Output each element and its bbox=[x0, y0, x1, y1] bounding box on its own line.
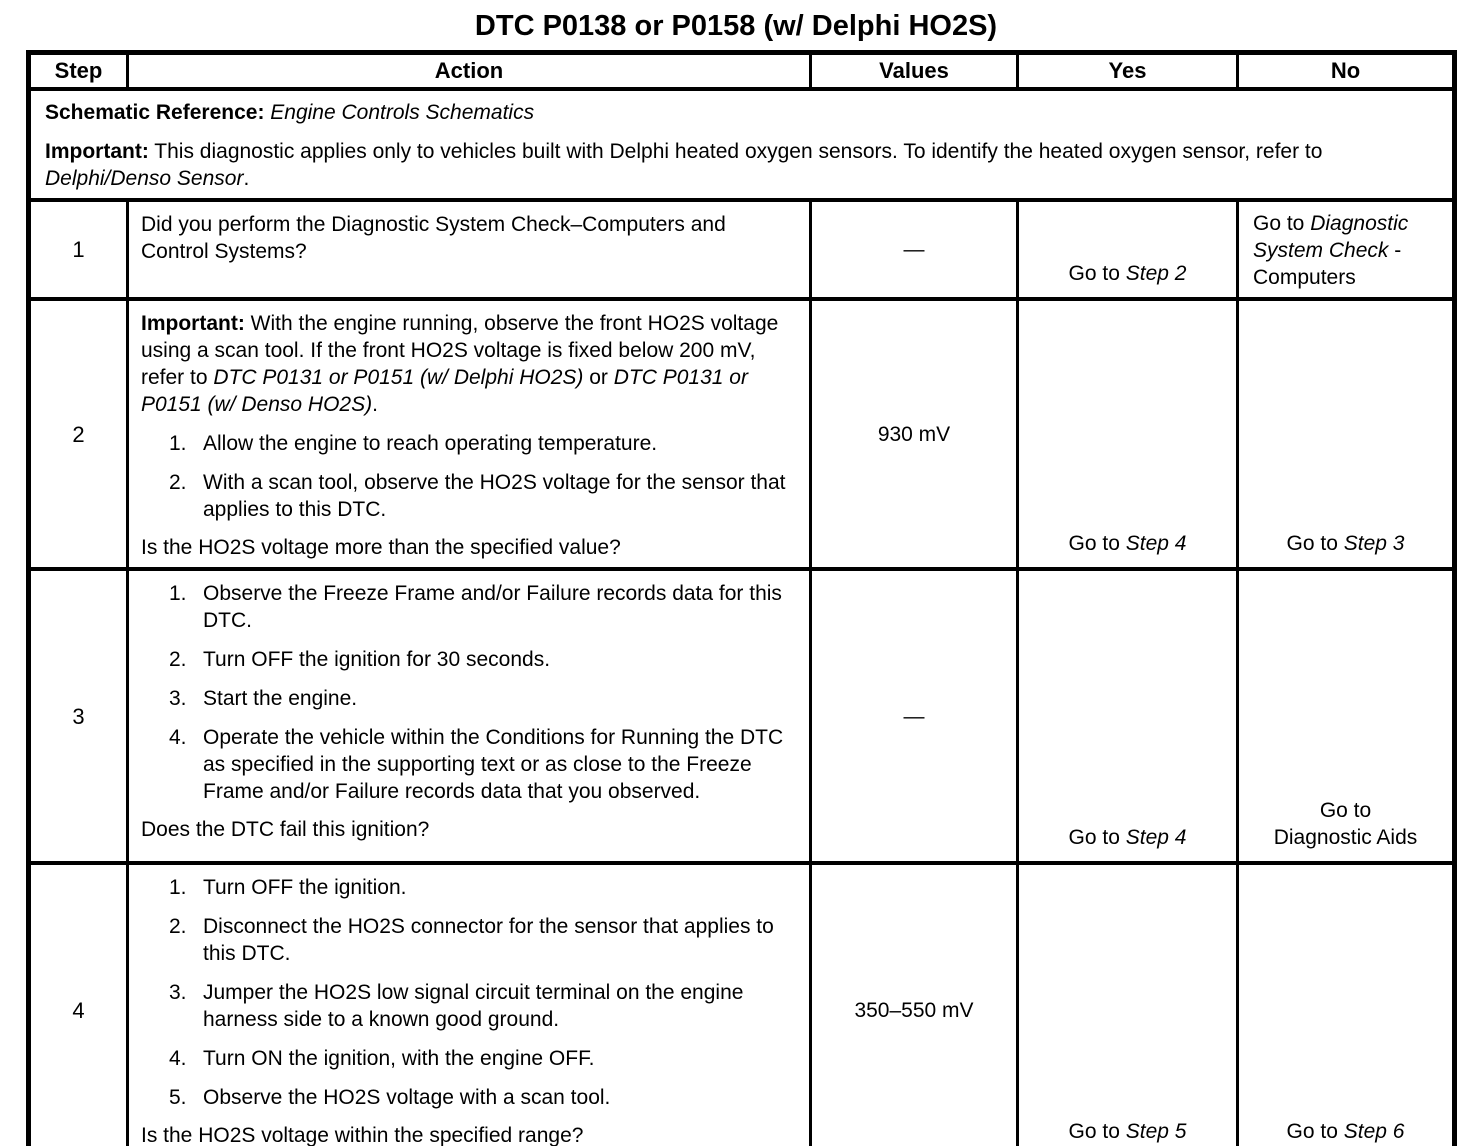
table-row bbox=[29, 863, 1455, 1146]
preamble-cell bbox=[29, 89, 1455, 200]
action-question: Is the HO2S voltage within the specified range? bbox=[141, 1124, 584, 1146]
no-cell bbox=[1238, 200, 1455, 299]
yes-cell bbox=[1018, 863, 1238, 1146]
list-number: 1. bbox=[169, 582, 187, 605]
important-reference: Delphi/Denso Sensor bbox=[45, 167, 244, 190]
list-item bbox=[169, 580, 795, 634]
list-text: Observe the Freeze Frame and/or Failure records data for this DTC. bbox=[203, 582, 782, 632]
list-item bbox=[169, 913, 795, 967]
preamble-row bbox=[29, 89, 1455, 200]
no-cell bbox=[1238, 299, 1455, 569]
action-cell bbox=[128, 569, 811, 863]
diagnostic-table bbox=[26, 50, 1457, 1146]
important-note bbox=[45, 138, 1438, 192]
list-item bbox=[169, 1045, 795, 1072]
list-item bbox=[169, 430, 795, 457]
list-item bbox=[169, 874, 795, 901]
important-label: Important: bbox=[141, 312, 245, 335]
header-values: Values bbox=[811, 53, 1018, 90]
action-question: Did you perform the Diagnostic System Check–Computers and Control Systems? bbox=[141, 213, 726, 263]
list-item bbox=[169, 685, 795, 712]
connector-text: or bbox=[583, 366, 614, 389]
list-number: 2. bbox=[169, 915, 187, 938]
dtc-reference: DTC P0131 or P0151 (w/ Delphi HO2S) bbox=[213, 366, 584, 389]
header-yes: Yes bbox=[1018, 53, 1238, 90]
sentence-end: . bbox=[372, 393, 378, 416]
values-cell: — bbox=[811, 569, 1018, 863]
list-number: 3. bbox=[169, 687, 187, 710]
list-text: Allow the engine to reach operating temperature. bbox=[203, 432, 658, 455]
list-number: 4. bbox=[169, 1047, 187, 1070]
no-cell bbox=[1238, 863, 1455, 1146]
list-text: Operate the vehicle within the Conditions for Running the DTC as specified in the supporting text or as close to the Freeze Frame and/or Failure records data that you observed. bbox=[203, 726, 784, 803]
step-number: 2 bbox=[29, 299, 128, 569]
list-text: Disconnect the HO2S connector for the sensor that applies to this DTC. bbox=[203, 915, 774, 965]
list-text: Start the engine. bbox=[203, 687, 358, 710]
goto-target: Step 3 bbox=[1343, 532, 1405, 555]
table-row bbox=[29, 569, 1455, 863]
action-question: Does the DTC fail this ignition? bbox=[141, 818, 430, 841]
dtc-reference: DTC P0131 or P0151 (w/ Denso HO2S) bbox=[141, 366, 748, 416]
list-text: Observe the HO2S voltage with a scan tool. bbox=[203, 1086, 611, 1109]
goto-target: Step 5 bbox=[1125, 1120, 1187, 1143]
list-item bbox=[169, 469, 795, 523]
goto-text: Go to bbox=[1068, 262, 1126, 285]
list-number: 5. bbox=[169, 1086, 187, 1109]
list-text: Turn OFF the ignition for 30 seconds. bbox=[203, 648, 551, 671]
list-item bbox=[169, 979, 795, 1033]
list-number: 4. bbox=[169, 726, 187, 749]
list-number: 1. bbox=[169, 432, 187, 455]
schematic-reference-label: Schematic Reference: bbox=[45, 101, 265, 124]
goto-target: Diagnostic System Check bbox=[1253, 212, 1409, 262]
header-row bbox=[29, 53, 1455, 90]
values-cell: 350–550 mV bbox=[811, 863, 1018, 1146]
header-no: No bbox=[1238, 53, 1455, 90]
goto-text: Go to bbox=[1253, 212, 1311, 235]
step-number: 4 bbox=[29, 863, 128, 1146]
goto-text: Go to bbox=[1286, 532, 1344, 555]
goto-target: Step 4 bbox=[1125, 532, 1187, 555]
yes-cell bbox=[1018, 569, 1238, 863]
table-row bbox=[29, 200, 1455, 299]
list-item bbox=[169, 646, 795, 673]
page-title: DTC P0138 or P0158 (w/ Delphi HO2S) bbox=[474, 10, 998, 42]
values-cell: 930 mV bbox=[811, 299, 1018, 569]
goto-text: Go to bbox=[1068, 826, 1126, 849]
list-item bbox=[169, 1084, 795, 1111]
goto-suffix: - Computers bbox=[1253, 239, 1402, 289]
list-number: 2. bbox=[169, 471, 187, 494]
list-number: 2. bbox=[169, 648, 187, 671]
goto-target: Step 2 bbox=[1125, 262, 1187, 285]
list-number: 3. bbox=[169, 981, 187, 1004]
yes-cell bbox=[1018, 200, 1238, 299]
step-number: 3 bbox=[29, 569, 128, 863]
values-cell: — bbox=[811, 200, 1018, 299]
list-text: Jumper the HO2S low signal circuit terminal on the engine harness side to a known good ground. bbox=[203, 981, 744, 1031]
goto-text: Go to bbox=[1286, 1120, 1344, 1143]
step-number: 1 bbox=[29, 200, 128, 299]
goto-target: Step 4 bbox=[1125, 826, 1187, 849]
goto-text: Go to bbox=[1319, 799, 1372, 822]
table-row bbox=[29, 299, 1455, 569]
list-item bbox=[169, 724, 795, 805]
list-number: 1. bbox=[169, 876, 187, 899]
important-text: This diagnostic applies only to vehicles built with Delphi heated oxygen sensors. To identify the heated oxygen sensor, refer to bbox=[148, 140, 1323, 163]
list-text: Turn ON the ignition, with the engine OFF. bbox=[203, 1047, 595, 1070]
action-cell bbox=[128, 863, 811, 1146]
list-text: With a scan tool, observe the HO2S voltage for the sensor that applies to this DTC. bbox=[203, 471, 786, 521]
goto-text: Go to bbox=[1068, 532, 1126, 555]
header-action: Action bbox=[128, 53, 811, 90]
important-label: Important: bbox=[45, 140, 149, 163]
goto-text: Go to bbox=[1068, 1120, 1126, 1143]
action-cell bbox=[128, 200, 811, 299]
schematic-reference-value: Engine Controls Schematics bbox=[264, 101, 535, 124]
goto-target: Diagnostic Aids bbox=[1273, 826, 1418, 849]
yes-cell bbox=[1018, 299, 1238, 569]
important-end: . bbox=[243, 167, 250, 190]
action-question: Is the HO2S voltage more than the specified value? bbox=[141, 536, 621, 559]
no-cell bbox=[1238, 569, 1455, 863]
important-text: With the engine running, observe the front HO2S voltage using a scan tool. If the front HO2S voltage is fixed below 200 mV, refer to bbox=[141, 312, 779, 389]
header-step: Step bbox=[29, 53, 128, 90]
action-cell bbox=[128, 299, 811, 569]
schematic-reference bbox=[45, 99, 1438, 126]
list-text: Turn OFF the ignition. bbox=[203, 876, 407, 899]
action-important-paragraph bbox=[141, 310, 795, 418]
goto-target: Step 6 bbox=[1343, 1120, 1405, 1143]
